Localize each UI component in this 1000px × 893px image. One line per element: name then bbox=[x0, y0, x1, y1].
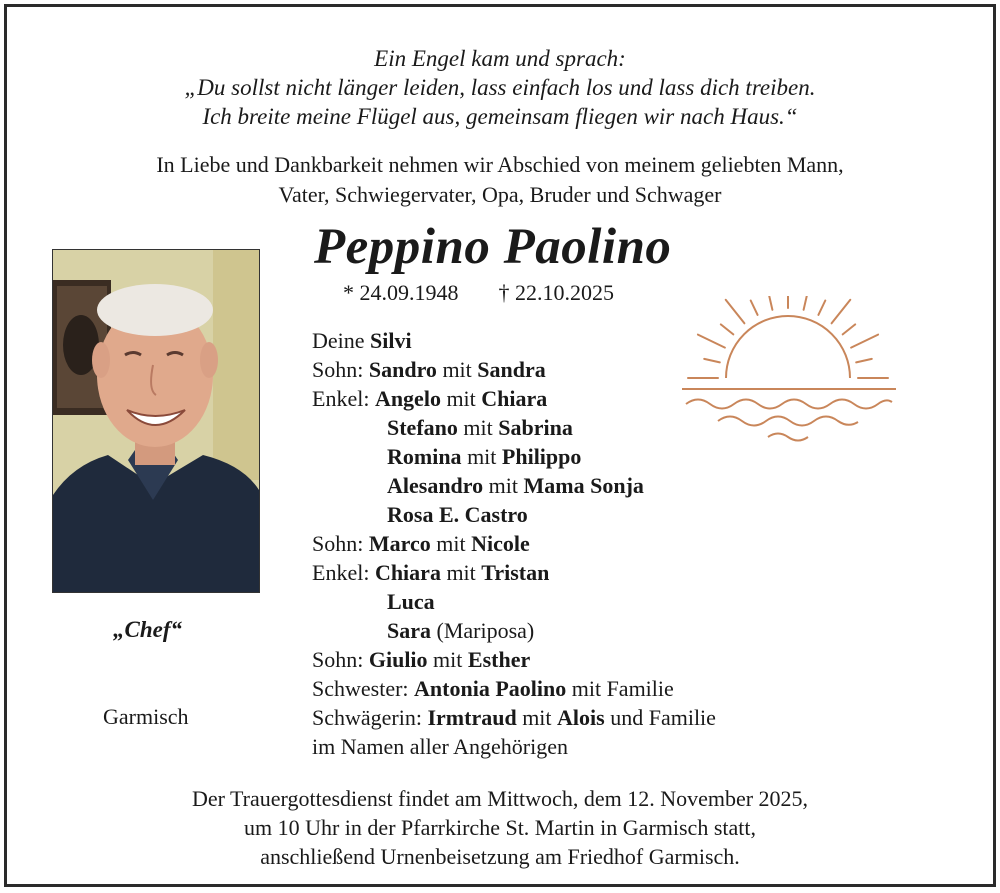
family-label: Sohn: bbox=[312, 357, 364, 382]
sunset-over-waves-icon bbox=[678, 296, 900, 446]
family-conjunction: mit bbox=[436, 531, 466, 556]
sun-ray bbox=[856, 359, 872, 363]
service-info bbox=[0, 784, 1000, 871]
deceased-name: Peppino Paolino bbox=[314, 219, 672, 275]
family-row bbox=[312, 645, 716, 674]
sun-ray bbox=[843, 324, 856, 334]
sun-ray bbox=[751, 301, 758, 315]
family-row bbox=[312, 471, 716, 500]
portrait-photo bbox=[52, 249, 260, 593]
family-row bbox=[312, 413, 716, 442]
family-name: Rosa E. Castro bbox=[387, 502, 528, 527]
family-suffix: und Familie bbox=[610, 705, 716, 730]
family-name: Sara bbox=[387, 618, 431, 643]
family-list bbox=[312, 326, 716, 761]
family-row bbox=[312, 732, 716, 761]
family-row bbox=[312, 326, 716, 355]
family-name: Esther bbox=[467, 647, 531, 672]
sun-ray bbox=[851, 335, 878, 348]
family-name: Stefano bbox=[387, 415, 458, 440]
family-conjunction: mit bbox=[433, 647, 463, 672]
family-name: Luca bbox=[387, 589, 435, 614]
family-suffix: mit Familie bbox=[571, 676, 674, 701]
family-conjunction: mit bbox=[488, 473, 519, 498]
family-label: Enkel: bbox=[312, 560, 370, 585]
verse-line: „Du sollst nicht länger leiden, lass einfach los und lass dich treiben. bbox=[184, 75, 816, 100]
service-line: anschließend Urnenbeisetzung am Friedhof Garmisch. bbox=[260, 844, 740, 869]
sun-ray bbox=[698, 335, 725, 348]
family-name: Sandro bbox=[368, 357, 437, 382]
family-conjunction: mit bbox=[522, 705, 552, 730]
family-row bbox=[312, 703, 716, 732]
family-name: Alesandro bbox=[387, 473, 484, 498]
verse bbox=[0, 44, 1000, 131]
family-conjunction: mit bbox=[446, 560, 476, 585]
sun-ray bbox=[726, 300, 745, 324]
family-conjunction: mit bbox=[467, 444, 497, 469]
family-name: Giulio bbox=[368, 647, 428, 672]
family-name: Antonia Paolino bbox=[414, 676, 567, 701]
family-label: Deine bbox=[312, 328, 365, 353]
family-label: Enkel: bbox=[312, 386, 370, 411]
intro-line: In Liebe und Dankbarkeit nehmen wir Abschied von meinem geliebten Mann, bbox=[156, 152, 844, 177]
family-label: Schwester: bbox=[312, 676, 409, 701]
family-label: Sohn: bbox=[312, 647, 364, 672]
family-row bbox=[312, 500, 716, 529]
family-name: Sabrina bbox=[498, 415, 573, 440]
service-line: Der Trauergottesdienst findet am Mittwoch, dem 12. November 2025, bbox=[191, 786, 809, 811]
family-name: Marco bbox=[368, 531, 431, 556]
family-suffix: (Mariposa) bbox=[436, 618, 535, 643]
sun-ray bbox=[704, 359, 720, 363]
family-name: Angelo bbox=[374, 386, 441, 411]
family-name: Tristan bbox=[481, 560, 550, 585]
family-name: Irmtraud bbox=[427, 705, 517, 730]
family-name: Chiara bbox=[481, 386, 548, 411]
family-name: Chiara bbox=[374, 560, 441, 585]
place-name: Garmisch bbox=[103, 704, 189, 729]
family-name: Nicole bbox=[471, 531, 530, 556]
intro-line: Vater, Schwiegervater, Opa, Bruder und Schwager bbox=[278, 182, 722, 207]
family-row bbox=[312, 384, 716, 413]
family-row bbox=[312, 587, 716, 616]
nickname: „Chef“ bbox=[113, 617, 182, 642]
life-dates bbox=[343, 280, 614, 306]
family-name: Romina bbox=[387, 444, 462, 469]
family-name: Silvi bbox=[370, 328, 412, 353]
birth-date: * 24.09.1948 bbox=[343, 280, 459, 305]
family-conjunction: mit bbox=[446, 386, 476, 411]
family-row bbox=[312, 442, 716, 471]
family-label: Schwägerin: bbox=[312, 705, 422, 730]
family-label: Sohn: bbox=[312, 531, 364, 556]
family-row bbox=[312, 616, 716, 645]
family-name: Alois bbox=[557, 705, 605, 730]
family-row bbox=[312, 355, 716, 384]
family-row bbox=[312, 674, 716, 703]
verse-line: Ein Engel kam und sprach: bbox=[374, 46, 626, 71]
sun-ray bbox=[766, 296, 773, 310]
family-conjunction: mit bbox=[463, 415, 493, 440]
intro-text bbox=[0, 150, 1000, 210]
family-conjunction: mit bbox=[442, 357, 472, 382]
verse-line: Ich breite meine Flügel aus, gemeinsam fliegen wir nach Haus.“ bbox=[202, 104, 798, 129]
family-label: im Namen aller Angehörigen bbox=[312, 734, 568, 759]
family-row bbox=[312, 529, 716, 558]
family-name: Mama Sonja bbox=[523, 473, 644, 498]
service-line: um 10 Uhr in der Pfarrkirche St. Martin in Garmisch statt, bbox=[243, 815, 756, 840]
sun-ray bbox=[832, 300, 851, 324]
family-name: Philippo bbox=[501, 444, 582, 469]
sun-ray bbox=[804, 296, 811, 310]
sun-ray bbox=[818, 301, 825, 315]
family-name: Sandra bbox=[477, 357, 546, 382]
sun-ray bbox=[721, 324, 734, 334]
family-row bbox=[312, 558, 716, 587]
death-date: † 22.10.2025 bbox=[498, 280, 614, 305]
